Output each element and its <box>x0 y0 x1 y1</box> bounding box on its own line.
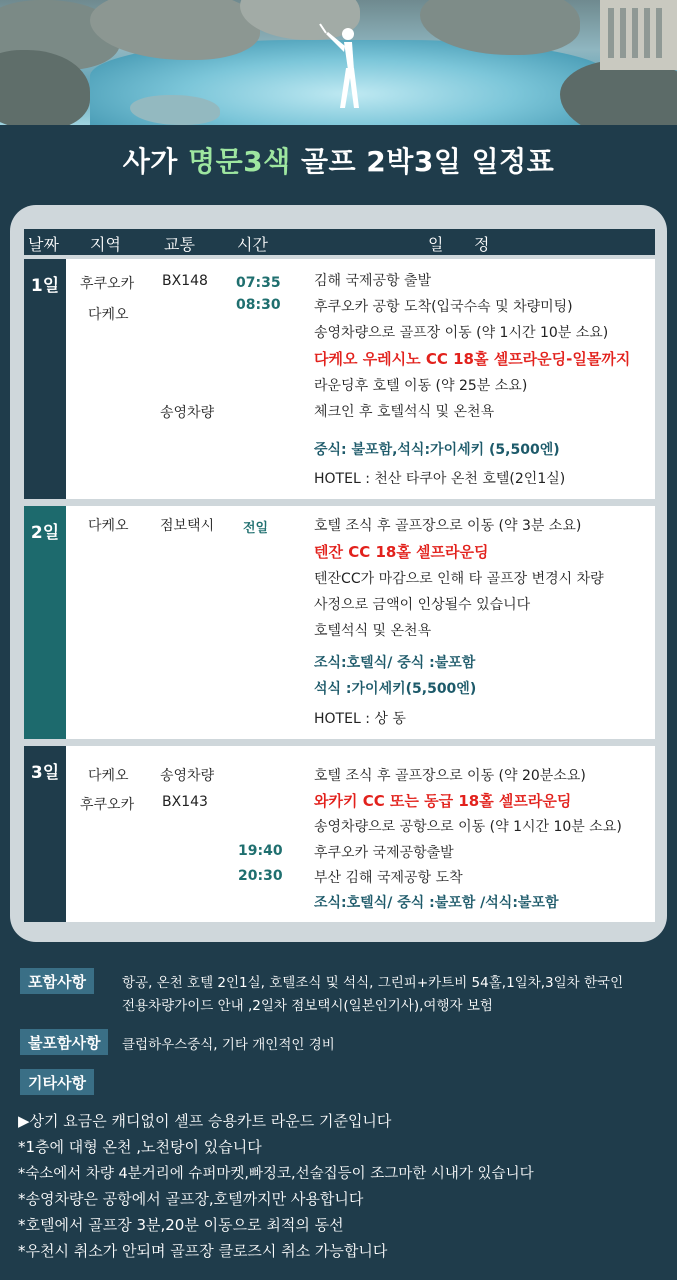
hotel-info: HOTEL : 상 동 <box>314 711 406 727</box>
etc-line: *숙소에서 차량 4분거리에 슈퍼마켓,빠징코,선술집등이 조그마한 시내가 있습니다 <box>18 1166 534 1182</box>
etc-line: *송영차량은 공항에서 골프장,호텔까지만 사용합니다 <box>18 1190 364 1208</box>
region: 후쿠오카 <box>80 276 135 292</box>
schedule-line: 텐잔CC가 마감으로 인해 타 골프장 변경시 차량 <box>314 571 604 587</box>
title-accent: 명문3색 <box>188 145 291 178</box>
time: 08:30 <box>236 297 281 313</box>
schedule-line: 부산 김해 국제공항 도착 <box>314 870 463 886</box>
header-date: 날짜 <box>28 235 59 254</box>
header-photo <box>0 0 677 125</box>
region: 다케오 <box>88 768 129 784</box>
meal-info: 조식:호텔식/ 중식 :불포함 /석식:불포함 <box>314 895 559 911</box>
transport: BX143 <box>162 794 208 810</box>
region: 다케오 <box>88 518 129 534</box>
transport: BX148 <box>162 273 208 289</box>
time: 20:30 <box>238 868 283 884</box>
included-label: 포함사항 <box>20 968 94 994</box>
included-text: 항공, 온천 호텔 2인1실, 호텔조식 및 석식, 그린피+카트비 54홀,1일차,3일차 한국인 <box>122 975 624 991</box>
header-schedule: 일 정 <box>428 235 490 254</box>
etc-line: *호텔에서 골프장 3분,20분 이동으로 최적의 동선 <box>18 1216 344 1234</box>
schedule-line: 송영차량으로 골프장 이동 (약 1시간 10분 소요) <box>314 325 609 341</box>
day-row-1 <box>24 259 655 499</box>
region: 다케오 <box>88 307 129 323</box>
transport: 송영차량 <box>160 768 215 784</box>
etc-line: ▶상기 요금은 캐디없이 셀프 승용카트 라운드 기준입니다 <box>18 1112 392 1130</box>
schedule-line: 호텔석식 및 온천욕 <box>314 623 432 639</box>
schedule-line: 호텔 조식 후 골프장으로 이동 (약 20분소요) <box>314 768 586 784</box>
day-row-3 <box>24 746 655 922</box>
schedule-highlight: 다케오 우레시노 CC 18홀 셀프라운딩-일몰까지 <box>314 350 631 368</box>
included-text: 전용차량가이드 안내 ,2일차 점보택시(일본인기사),여행자 보험 <box>122 998 493 1014</box>
transport: 점보택시 <box>160 518 215 534</box>
time: 전일 <box>243 521 269 536</box>
meal-info: 조식:호텔식/ 중식 :불포함 <box>314 655 476 671</box>
page-title <box>0 140 677 180</box>
schedule-line: 후쿠오카 국제공항출발 <box>314 845 454 861</box>
building <box>600 0 677 70</box>
title-suffix: 골프 2박3일 일정표 <box>290 145 555 178</box>
title-prefix: 사가 <box>122 145 189 178</box>
etc-line: *1층에 대형 온천 ,노천탕이 있습니다 <box>18 1138 262 1156</box>
table-header <box>24 229 655 255</box>
schedule-highlight: 와카키 CC 또는 동급 18홀 셀프라운딩 <box>314 792 572 810</box>
etc-line: *우천시 취소가 안되며 골프장 클로즈시 취소 가능합니다 <box>18 1242 388 1260</box>
region: 후쿠오카 <box>80 797 135 813</box>
golfer-icon <box>318 22 366 112</box>
header-region: 지역 <box>90 235 121 254</box>
meal-info: 석식 :가이세키(5,500엔) <box>314 681 477 697</box>
schedule-line: 김해 국제공항 출발 <box>314 273 432 289</box>
time: 07:35 <box>236 275 281 291</box>
day-label: 3일 <box>24 746 66 922</box>
excluded-label: 불포함사항 <box>20 1029 108 1055</box>
schedule-line: 호텔 조식 후 골프장으로 이동 (약 3분 소요) <box>314 518 582 534</box>
day-row-2 <box>24 506 655 739</box>
meal-info: 중식: 불포함,석식:가이세키 (5,500엔) <box>314 442 560 458</box>
schedule-line: 라운딩후 호텔 이동 (약 25분 소요) <box>314 378 528 394</box>
schedule-line: 송영차량으로 공항으로 이동 (약 1시간 10분 소요) <box>314 819 622 835</box>
schedule-line: 후쿠오카 공항 도착(입국수속 및 차량미팅) <box>314 299 573 315</box>
time: 19:40 <box>238 843 283 859</box>
excluded-text: 클럽하우스중식, 기타 개인적인 경비 <box>122 1037 335 1053</box>
hotel-info: HOTEL : 천산 타쿠아 온천 호텔(2인1실) <box>314 471 566 487</box>
etc-label: 기타사항 <box>20 1069 94 1095</box>
day-label: 1일 <box>24 259 66 499</box>
transport: 송영차량 <box>160 405 215 421</box>
schedule-line: 체크인 후 호텔석식 및 온천욕 <box>314 404 495 420</box>
schedule-line: 사정으로 금액이 인상될수 있습니다 <box>314 597 531 613</box>
header-transport: 교통 <box>164 235 195 254</box>
day-label: 2일 <box>24 506 66 739</box>
header-time: 시간 <box>237 235 268 254</box>
schedule-highlight: 텐잔 CC 18홀 셀프라운딩 <box>314 543 489 561</box>
